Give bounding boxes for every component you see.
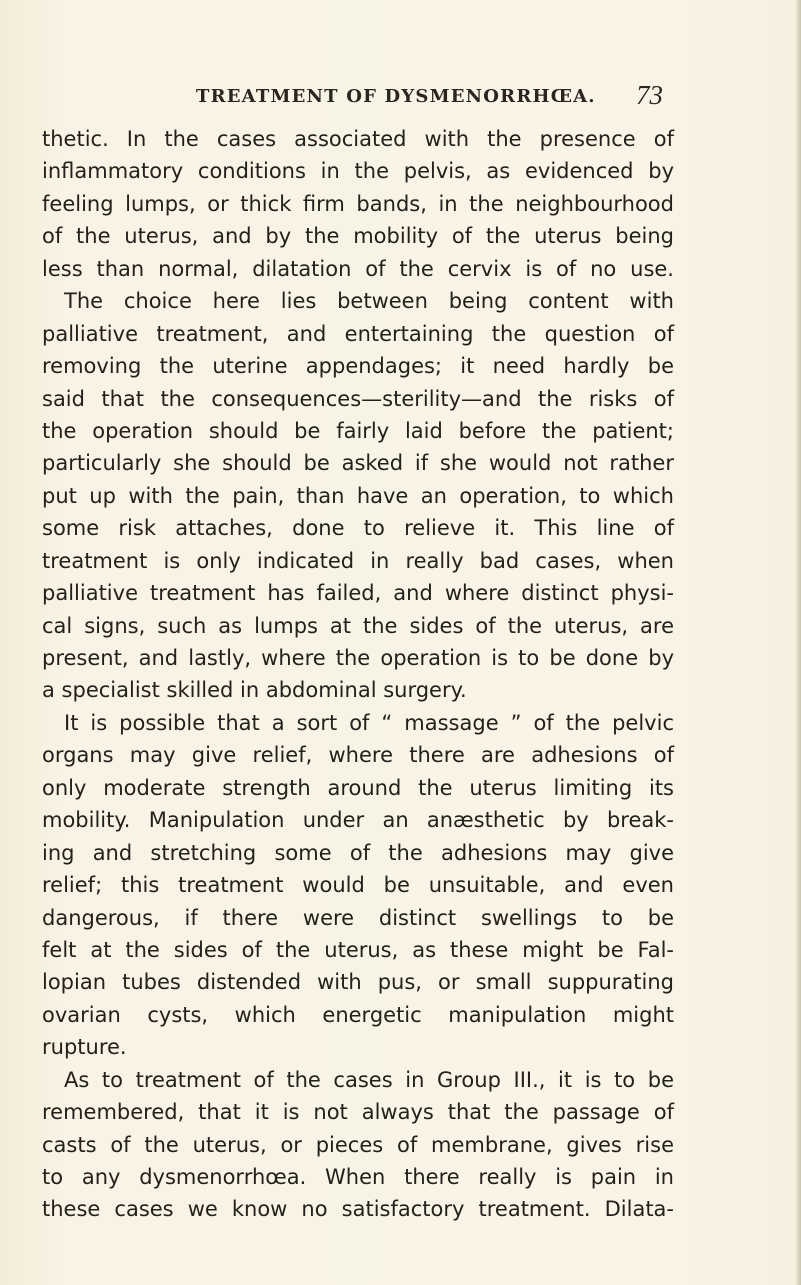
text-line-10: the operation should be fairly laid before the patient;: [42, 418, 674, 443]
text-line-23: ing and stretching some of the adhesions may give: [42, 840, 674, 865]
text-line-33: to any dysmenorrhœa. When there really is pain in: [42, 1165, 674, 1189]
text-line-6: The choice here lies between being content with: [64, 289, 674, 314]
text-line-3: feeling lumps, or thick firm bands, in the neighbourhood: [42, 191, 674, 216]
page-number: 73: [636, 80, 663, 110]
text-line-2: inflammatory conditions in the pelvis, as evidenced by: [42, 159, 674, 184]
text-line-5: less than normal, dilatation of the cervix is of no use.: [42, 256, 674, 281]
running-head-title: TREATMENT OF DYSMENORRHŒA.: [196, 86, 596, 107]
text-line-20: organs may give relief, where there are adhesions of: [42, 743, 674, 768]
text-line-32: casts of the uterus, or pieces of membrane, gives rise: [42, 1132, 674, 1157]
body-text: [42, 123, 674, 1226]
text-line-24: relief; this treatment would be unsuitable, and even: [42, 873, 674, 898]
text-line-30: As to treatment of the cases in Group III., it is to be: [64, 1067, 674, 1092]
text-line-18: a specialist skilled in abdominal surgery.: [42, 678, 467, 703]
text-line-13: some risk attaches, done to relieve it. This line of: [42, 516, 674, 541]
text-line-11: particularly she should be asked if she would not rather: [42, 451, 674, 476]
text-line-7: palliative treatment, and entertaining the question of: [42, 321, 674, 346]
text-line-25: dangerous, if there were distinct swellings to be: [42, 905, 674, 930]
text-line-4: of the uterus, and by the mobility of the uterus being: [42, 224, 674, 249]
text-line-28: ovarian cysts, which energetic manipulation might: [42, 1002, 674, 1027]
page-edge-shadow: [795, 0, 801, 1285]
text-line-26: felt at the sides of the uterus, as these might be Fal-: [42, 937, 674, 962]
text-line-15: palliative treatment has failed, and where distinct physi-: [42, 581, 674, 606]
text-line-34: these cases we know no satisfactory treatment. Dilata-: [42, 1197, 674, 1222]
text-line-31: remembered, that it is not always that the passage of: [42, 1100, 674, 1125]
text-line-21: only moderate strength around the uterus limiting its: [42, 775, 674, 800]
text-line-12: put up with the pain, than have an operation, to which: [42, 483, 674, 508]
text-line-17: present, and lastly, where the operation is to be done by: [42, 646, 674, 670]
running-head: [0, 80, 801, 114]
text-line-9: said that the consequences—sterility—and the risks of: [42, 386, 674, 411]
text-line-29: rupture.: [42, 1035, 127, 1060]
text-line-14: treatment is only indicated in really bad cases, when: [42, 548, 674, 573]
text-line-1: thetic. In the cases associated with the presence of: [42, 127, 674, 151]
text-line-22: mobility. Manipulation under an anæsthetic by break-: [42, 808, 674, 833]
text-line-19: It is possible that a sort of “ massage ” of the pelvic: [64, 710, 674, 735]
text-line-16: cal signs, such as lumps at the sides of the uterus, are: [42, 613, 674, 638]
text-line-27: lopian tubes distended with pus, or small suppurating: [42, 970, 674, 995]
text-line-8: removing the uterine appendages; it need hardly be: [42, 354, 674, 379]
